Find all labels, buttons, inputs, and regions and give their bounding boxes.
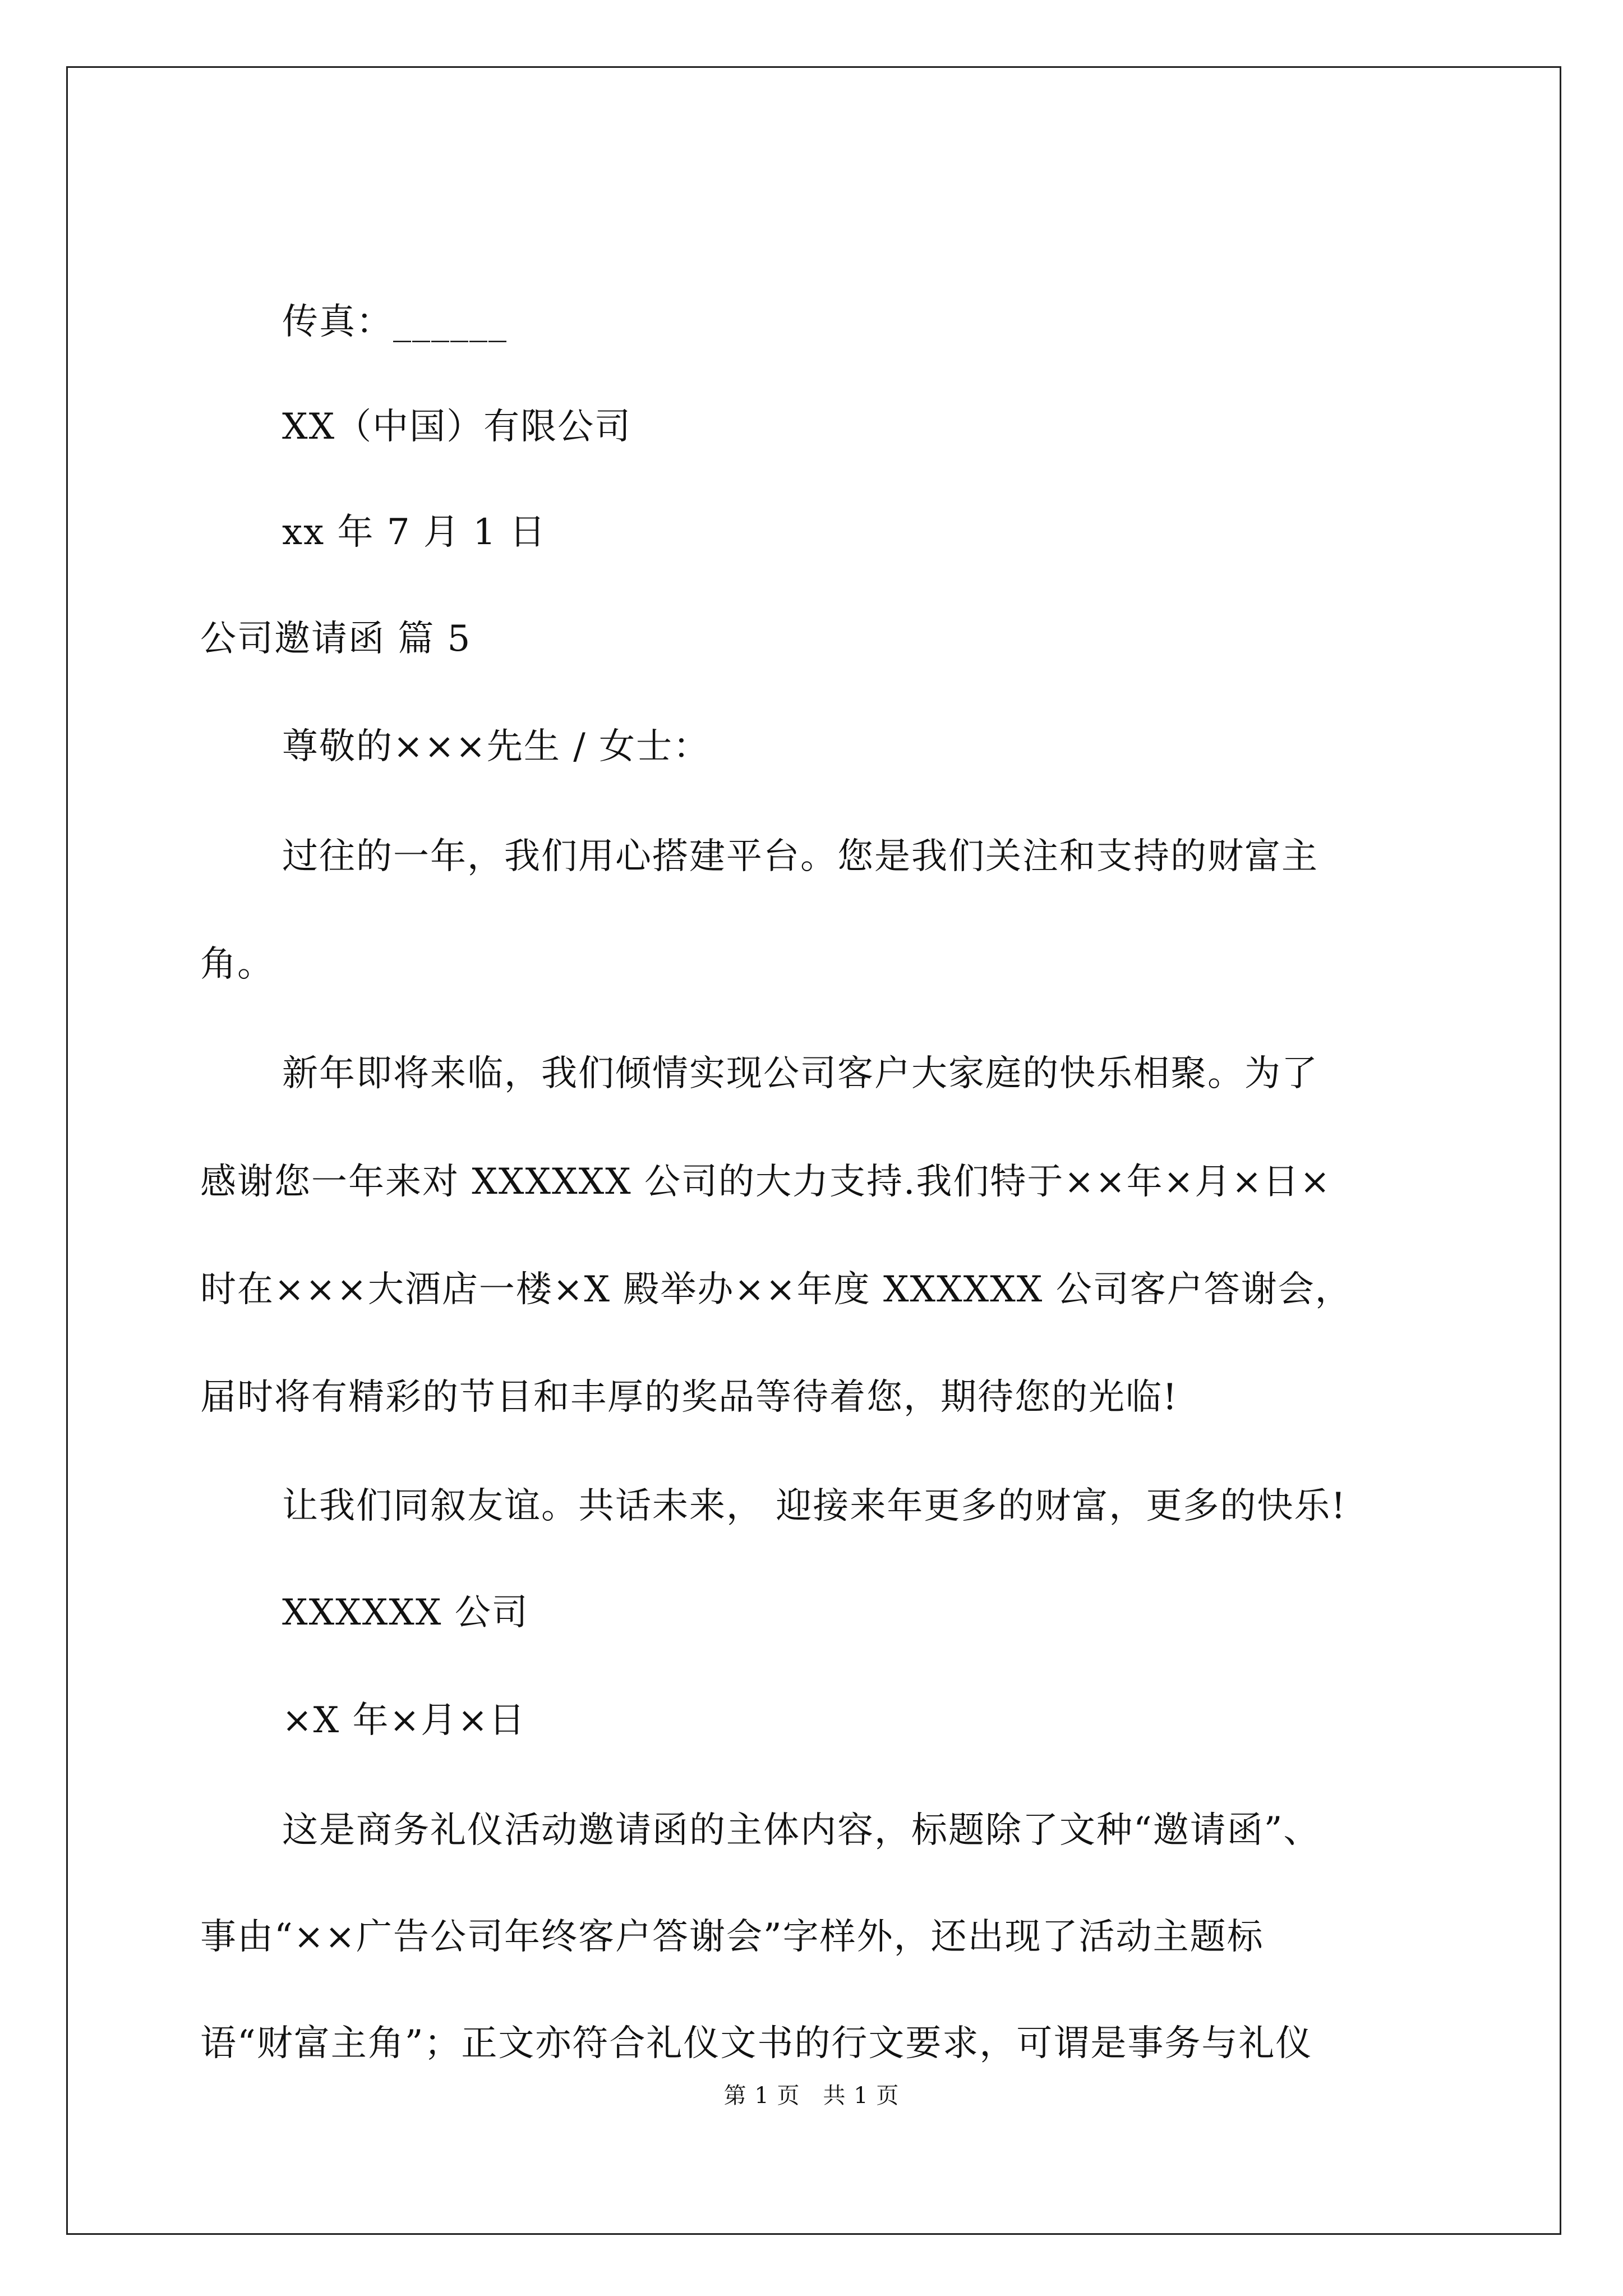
company-name-line: XX（中国）有限公司 [282,406,632,448]
commentary-line-3: 语“财富主角”；正文亦符合礼仪文书的行文要求，可谓是事务与礼仪 [200,2023,1313,2064]
commentary-line-2: 事由“××广告公司年终客户答谢会”字样外，还出现了活动主题标 [200,1916,1264,1958]
paragraph-1-line-1: 过往的一年，我们用心搭建平台。您是我们关注和支持的财富主 [282,836,1318,877]
paragraph-2-line-3: 时在×××大酒店一楼×X 殿举办××年度 XXXXXX 公司客户答谢会， [200,1269,1352,1310]
paragraph-2-line-2: 感谢您一年来对 XXXXXX 公司的大力支持.我们特于××年×月×日× [200,1161,1331,1203]
page-frame [66,66,1561,2235]
paragraph-2-line-4: 届时将有精彩的节目和丰厚的奖品等待着您，期待您的光临! [200,1377,1178,1418]
date-line: xx 年 7 月 1 日 [282,512,547,553]
section-heading: 公司邀请函 篇 5 [200,618,472,660]
commentary-line-1: 这是商务礼仪活动邀请函的主体内容，标题除了文种“邀请函”、 [282,1810,1321,1851]
paragraph-2-line-1: 新年即将来临，我们倾情实现公司客户大家庭的快乐相聚。为了 [282,1053,1318,1094]
signature-date: ×X 年×月×日 [282,1700,526,1741]
paragraph-1-line-2: 角。 [200,944,274,985]
fax-line: 传真：______ [282,301,508,343]
signature-company: XXXXXX 公司 [282,1592,529,1634]
page-footer: 第 1 页 共 1 页 [723,2083,900,2109]
salutation: 尊敬的×××先生 / 女士： [282,726,711,767]
paragraph-3: 让我们同叙友谊。共话未来， 迎接来年更多的财富，更多的快乐! [282,1485,1347,1527]
